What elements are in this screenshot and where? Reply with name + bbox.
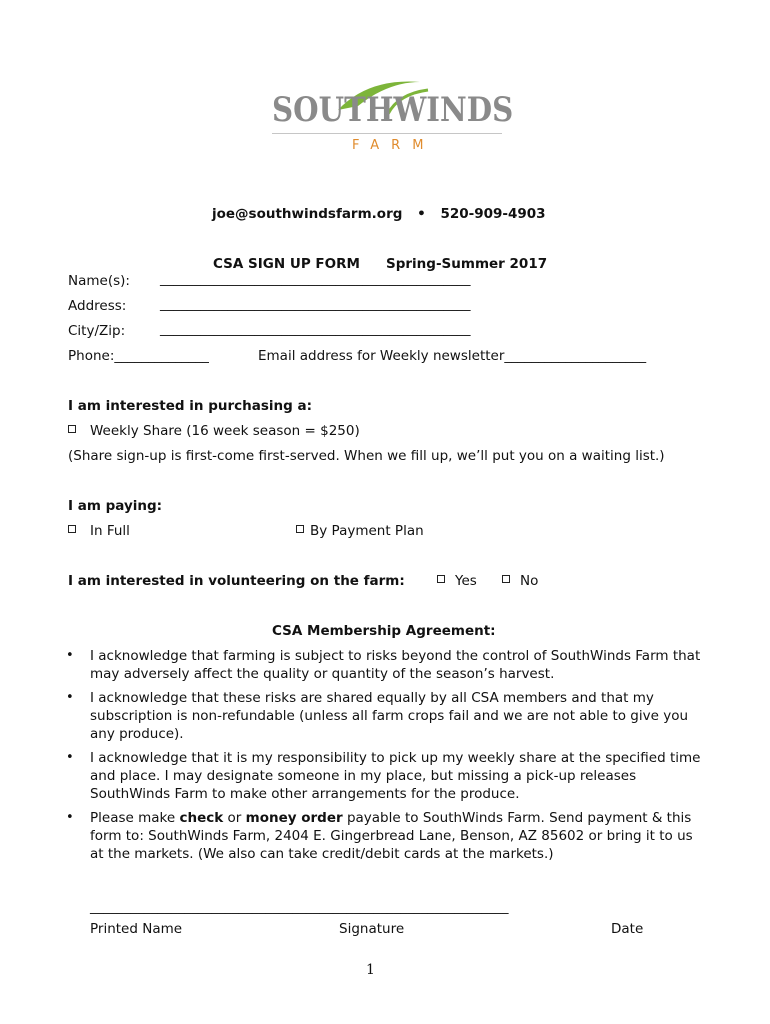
phone-row: [68, 348, 209, 364]
cityzip-label: City/Zip:: [68, 323, 126, 339]
logo-farm-text: FARM: [352, 138, 436, 153]
printed-name-label: Printed Name: [90, 921, 183, 937]
pay-in-full-label: In Full: [90, 523, 130, 539]
checkbox-icon[interactable]: [68, 525, 76, 533]
payment-money-order: money order: [245, 810, 343, 826]
purchase-heading: I am interested in purchasing a:: [68, 398, 313, 414]
agreement-item: I acknowledge that these risks are shared equally by all CSA members and that my subscription is non-refundable (unless all farm crops fail and we are not able to give you any produce).: [90, 690, 689, 742]
contact-email: joe@southwindsfarm.org: [212, 206, 403, 222]
volunteer-no-label: No: [520, 573, 539, 589]
checkbox-icon[interactable]: [502, 575, 510, 583]
phone-label: Phone:: [68, 348, 115, 364]
payment-text-pre: Please make: [90, 810, 180, 826]
page-number: 1: [366, 962, 375, 978]
volunteer-heading: I am interested in volunteering on the farm:: [68, 573, 405, 589]
contact-separator: •: [417, 206, 426, 222]
logo-wordmark: SOUTHWINDS: [272, 90, 514, 130]
address-label: Address:: [68, 298, 127, 314]
weekly-share-option[interactable]: [68, 423, 360, 439]
email-label: Email address for Weekly newsletter: [258, 348, 505, 364]
paying-heading: I am paying:: [68, 498, 163, 514]
weekly-share-label: Weekly Share (16 week season = $250): [90, 423, 360, 439]
date-label: Date: [611, 921, 644, 937]
checkbox-icon[interactable]: [296, 525, 304, 533]
checkbox-icon[interactable]: [437, 575, 445, 583]
form-title: CSA SIGN UP FORM: [213, 256, 360, 272]
payment-plan-option[interactable]: [296, 523, 424, 539]
payment-check: check: [179, 810, 224, 826]
email-row: [258, 348, 646, 364]
email-line[interactable]: _____________________: [504, 348, 647, 364]
names-line[interactable]: ______________________________________________: [160, 271, 471, 287]
names-label: Name(s):: [68, 273, 130, 289]
volunteer-yes-label: Yes: [455, 573, 477, 589]
southwinds-farm-logo: [268, 76, 514, 158]
payment-plan-label: By Payment Plan: [310, 523, 424, 539]
signature-line[interactable]: ______________________________________________________________: [90, 899, 509, 915]
volunteer-yes-option[interactable]: [437, 573, 477, 589]
checkbox-icon[interactable]: [68, 425, 76, 433]
signature-label: Signature: [339, 921, 405, 937]
bullet-icon: •: [66, 750, 74, 765]
pay-in-full-option[interactable]: [68, 523, 130, 539]
bullet-icon: •: [66, 690, 74, 705]
waiting-list-note: (Share sign-up is first-come first-served. When we fill up, we’ll put you on a waiting list.): [68, 448, 665, 464]
agreement-item: I acknowledge that it is my responsibility to pick up my weekly share at the specified time and place. I may designate someone in my place, but missing a pick-up releases SouthWinds Farm to make other arrangements for the produce.: [90, 750, 701, 802]
agreement-heading: CSA Membership Agreement:: [272, 623, 496, 639]
volunteer-no-option[interactable]: [502, 573, 538, 589]
payment-instructions: [90, 809, 710, 863]
address-line[interactable]: ______________________________________________: [160, 296, 471, 312]
logo-divider: [272, 133, 502, 134]
payment-text-or: or: [223, 810, 246, 826]
cityzip-line[interactable]: ______________________________________________: [160, 321, 471, 337]
agreement-item: I acknowledge that farming is subject to risks beyond the control of SouthWinds Farm that may adversely affect the quality or quantity of the season’s harvest.: [90, 648, 701, 682]
form-season: Spring-Summer 2017: [386, 256, 548, 272]
payment-text-post: payable to SouthWinds Farm. Send payment & this form to: SouthWinds Farm, 2404 E. Gingerbread Lane, Benson, AZ 85602 or bring it to us at the markets. (We also can take credit/debit cards at the markets.): [90, 810, 693, 862]
bullet-icon: •: [66, 648, 74, 663]
contact-line: [212, 206, 546, 222]
bullet-icon: •: [66, 810, 74, 825]
phone-line[interactable]: ______________: [114, 348, 209, 364]
contact-phone: 520-909-4903: [440, 206, 546, 222]
